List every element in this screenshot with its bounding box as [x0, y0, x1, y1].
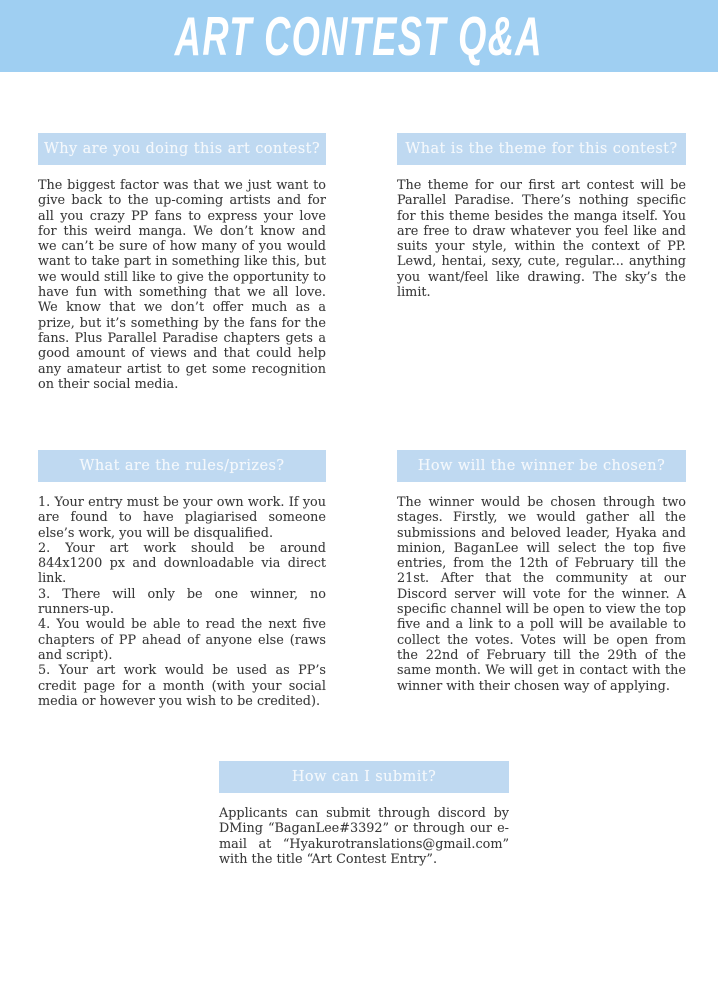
qa-section-winner: [397, 450, 686, 694]
question-header-rules: What are the rules/prizes?: [38, 450, 326, 482]
answer-theme: The theme for our first art contest will be Parallel Paradise. There’s nothing specific for this theme besides the manga itself. You are free to draw whatever you feel like and suits your style, within the context of PP. Lewd, hentai, sexy, cute, regular... anything you want/feel like drawing. The sky’s the limit.: [397, 178, 686, 301]
question-header-theme: What is the theme for this contest?: [397, 133, 686, 165]
answer-rules-list: [38, 495, 326, 709]
rule-item-1: 1. Your entry must be your own work. If you are found to have plagiarised someone else’s work, you will be disqualified.: [38, 495, 326, 541]
question-header-submit: How can I submit?: [219, 761, 509, 793]
page-title: ART CONTEST Q&A: [174, 4, 544, 67]
rule-item-4: 4. You would be able to read the next five chapters of PP ahead of anyone else (raws and script).: [38, 617, 326, 663]
question-header-winner: How will the winner be chosen?: [397, 450, 686, 482]
rule-item-2: 2. Your art work should be around 844x1200 px and downloadable via direct link.: [38, 540, 326, 587]
qa-section-theme: [397, 133, 686, 300]
answer-winner: The winner would be chosen through two stages. Firstly, we would gather all the submissions and beloved leader, Hyaka and minion, BaganLee will select the top five entries, from the 12th of February till the 21st. After that the community at our Discord server will vote for the winner. A specific channel will be open to view the top five and a link to a poll will be available to collect the votes. Votes will be open from the 22nd of February till the 29th of the same month. We will get in contact with the winner with their chosen way of applying.: [397, 495, 686, 694]
answer-submit: Applicants can submit through discord by DMing “BaganLee#3392” or through our e-mail at “Hyakurotranslations@gmail.com” with the title “Art Contest Entry”.: [219, 806, 509, 867]
page-banner: [0, 0, 718, 72]
question-header-why: Why are you doing this art contest?: [38, 133, 326, 165]
rule-item-5: 5. Your art work would be used as PP’s credit page for a month (with your social media or however you wish to be credited).: [38, 663, 326, 709]
answer-why: The biggest factor was that we just want to give back to the up-coming artists and for all you crazy PP fans to express your love for this weird manga. We don’t know and we can’t be sure of how many of you would want to take part in something like this, but we would still like to give the opportunity to have fun with something that we all love. We know that we don’t offer much as a prize, but it’s something by the fans for the fans. Plus Parallel Paradise chapters gets a good amount of views and that could help any amateur artist to get some recognition on their social media.: [38, 178, 326, 392]
qa-section-rules: [38, 450, 326, 709]
qa-section-why: [38, 133, 326, 392]
rule-item-3: 3. There will only be one winner, no runners-up.: [38, 586, 326, 618]
qa-section-submit: [219, 761, 509, 867]
